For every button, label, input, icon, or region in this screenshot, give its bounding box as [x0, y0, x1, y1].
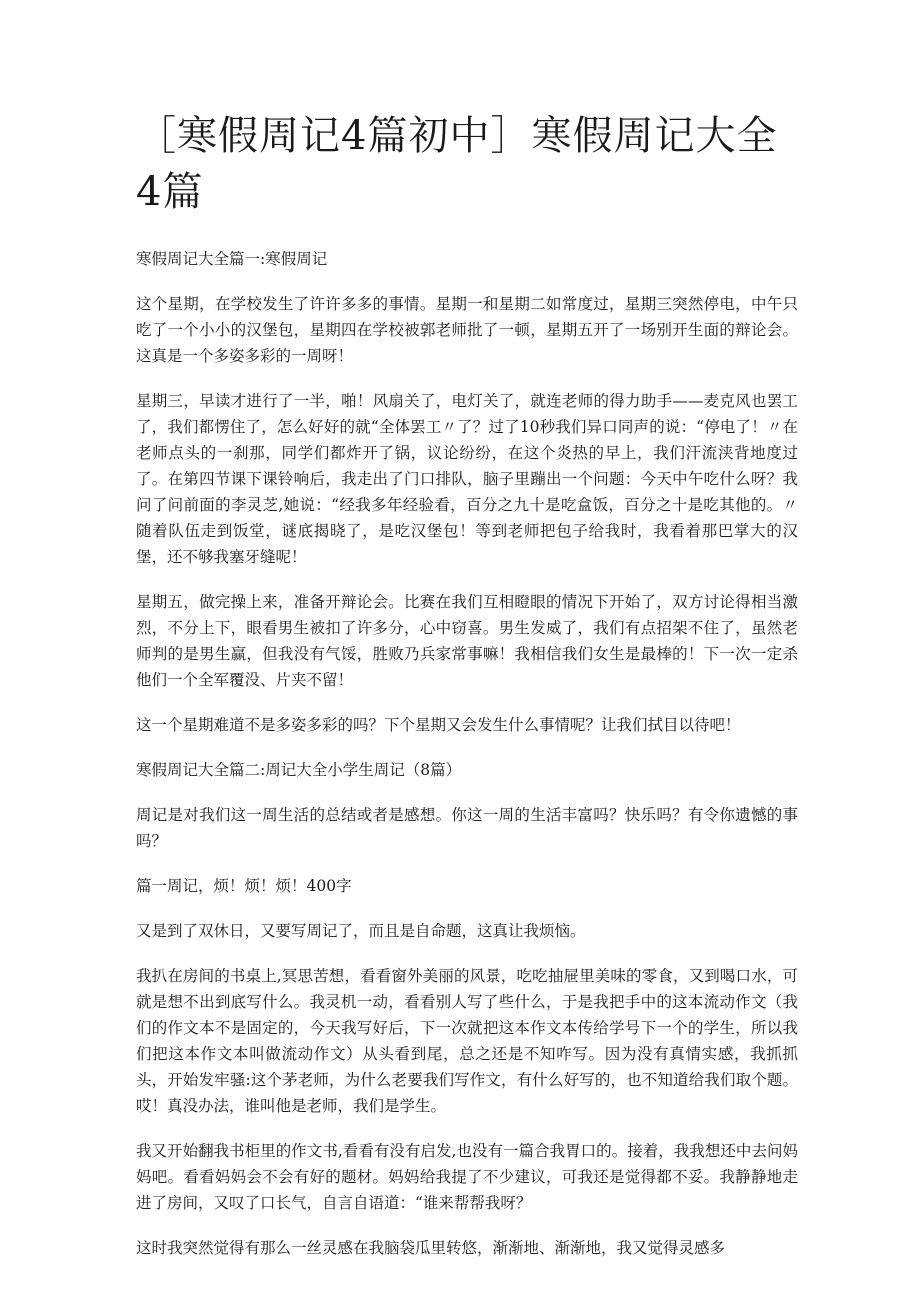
paragraph: 我又开始翻我书柜里的作文书,看看有没有启发,也没有一篇合我胃口的。接着，我我想还中去问妈妈吧。看看妈妈会不会有好的题材。妈妈给我提了不少建议，可我还是觉得都不妥。我静静地走进了房间，又叹了口长气，自言自语道：“谁来帮帮我呀？	[136, 1142, 798, 1212]
paragraph: 这一个星期难道不是多姿多彩的吗？下个星期又会发生什么事情呢？让我们拭目以待吧！	[136, 716, 741, 734]
paragraph: 又是到了双休日，又要写周记了，而且是自命题，这真让我烦恼。	[136, 922, 586, 940]
section-heading-2: 寒假周记大全篇二:周记大全小学生周记（8篇）	[136, 761, 462, 779]
paragraph: 我扒在房间的书桌上,冥思苦想，看看窗外美丽的风景，吃吃抽屉里美味的零食，又到喝口水，可就是想不出到底写什么。我灵机一动，看看别人写了些什么，于是我把手中的这本流动作文（我们的作文本不是固定的，今天我写好后，下一次就把这本作文本传给学号下一个的学生，所以我们把这本作文本叫做流动作文）从头看到尾，总之还是不知咋写。因为没有真情实感，我抓抓头，开始发牢骚:这个茅老师，为什么老要我们写作文，有什么好写的，也不知道给我们取个题。哎！真没办法，谁叫他是老师，我们是学生。	[136, 967, 798, 1115]
document-title: ［寒假周记4篇初中］寒假周记大全4篇	[136, 113, 778, 215]
paragraph: 星期五，做完操上来，准备开辩论会。比赛在我们互相瞪眼的情况下开始了，双方讨论得相当激烈，不分上下，眼看男生被扣了许多分，心中窃喜。男生发威了，我们有点招架不住了，虽然老师判的是男生赢，但我没有气馁，胜败乃兵家常事嘛！我相信我们女生是最棒的！下一次一定杀他们一个全军覆没、片夹不留！	[136, 593, 798, 689]
paragraph: 这个星期，在学校发生了许许多多的事情。星期一和星期二如常度过，星期三突然停电，中午只吃了一个小小的汉堡包，星期四在学校被郭老师批了一顿，星期五开了一场别开生面的辩论会。这真是一个多姿多彩的一周呀！	[136, 295, 798, 365]
subheading: 篇一周记，烦！烦！烦！400字	[136, 877, 352, 895]
section-heading-1: 寒假周记大全篇一:寒假周记	[136, 250, 328, 268]
paragraph: 周记是对我们这一周生活的总结或者是感想。你这一周的生活丰富吗？快乐吗？有令你遗憾的事吗？	[136, 806, 798, 850]
paragraph: 这时我突然觉得有那么一丝灵感在我脑袋瓜里转悠，渐渐地、渐渐地，我又觉得灵感多	[136, 1239, 726, 1257]
document-page	[136, 108, 798, 1280]
paragraph: 星期三，早读才进行了一半，啪！风扇关了，电灯关了，就连老师的得力助手——麦克风也罢工了，我们都愣住了，怎么好好的就“全体罢工〃了？过了10秒我们异口同声的说：“停电了！〃在老师点头的一刹那，同学们都炸开了锅，议论纷纷，在这个炎热的早上，我们汗流浃背地度过了。在第四节课下课铃响后，我走出了门口排队，脑子里蹦出一个问题：今天中午吃什么呀？我问了问前面的李灵芝,她说：“经我多年经验看，百分之九十是吃盒饭，百分之十是吃其他的。〃随着队伍走到饭堂，谜底揭晓了，是吃汉堡包！等到老师把包子给我时，我看着那巴掌大的汉堡，还不够我塞牙缝呢！	[136, 392, 798, 566]
